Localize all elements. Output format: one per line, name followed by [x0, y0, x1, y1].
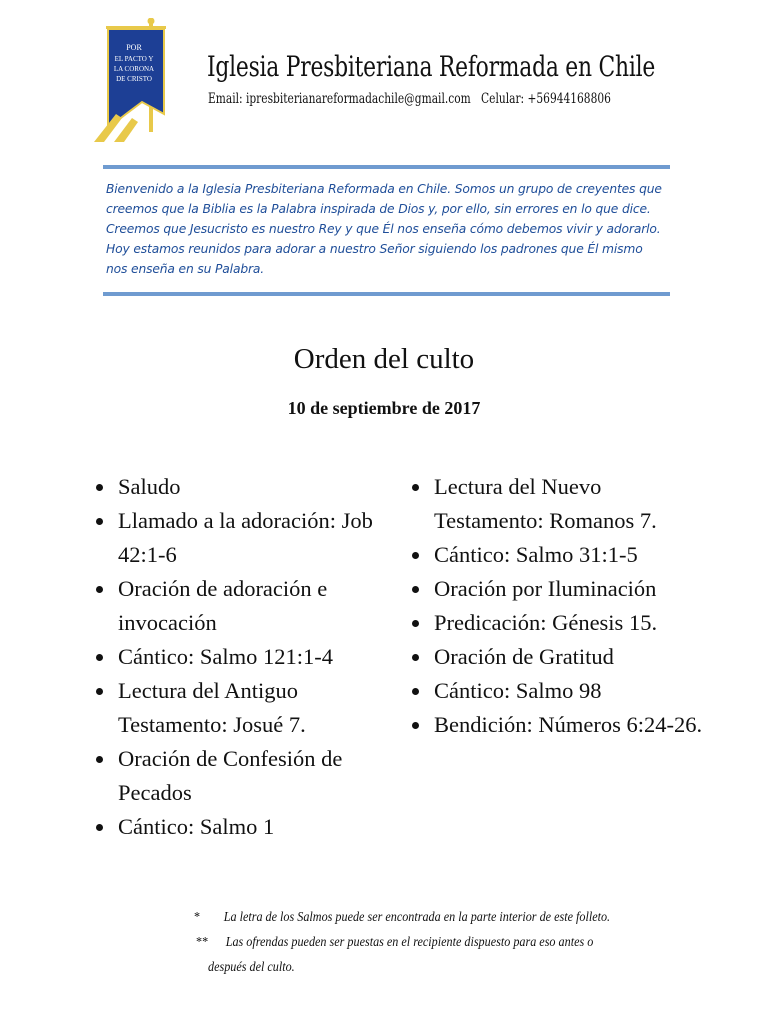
logo-line-4: DE CRISTO — [116, 75, 152, 83]
list-item: Oración de Gratitud — [412, 640, 712, 674]
list-item: Oración de Confesión de Pecados — [96, 742, 386, 810]
order-title: Orden del culto — [293, 343, 475, 375]
contact-email: Email: ipresbiterianareformadachile@gmail.com — [208, 91, 471, 107]
list-item: Lectura del Nuevo Testamento: Romanos 7. — [412, 470, 712, 538]
divider-top — [103, 165, 670, 169]
list-item: Oración de adoración e invocación — [96, 572, 386, 640]
church-title: Iglesia Presbiteriana Reformada en Chile — [207, 50, 656, 83]
list-item: Cántico: Salmo 98 — [412, 674, 712, 708]
footnote-text: Las ofrendas pueden ser puestas en el recipiente dispuesto para eso antes o — [225, 934, 594, 949]
logo-line-3: LA CORONA — [113, 65, 155, 73]
list-item: Saludo — [96, 470, 386, 504]
church-logo — [86, 18, 184, 142]
footnote-psalms — [194, 909, 610, 925]
logo-line-1: POR — [126, 43, 142, 52]
order-list-right — [412, 470, 712, 742]
order-list-left — [96, 470, 386, 844]
order-date: 10 de septiembre de 2017 — [287, 398, 481, 418]
footnote-offerings — [196, 934, 593, 950]
divider-bottom — [103, 292, 670, 296]
welcome-text: Bienvenido a la Iglesia Presbiteriana Reformada en Chile. Somos un grupo de creyentes que creemos que la Biblia es la Palabra inspirada de Dios y, por ello, sin errores en lo que dice. Creemos que Jesucristo es nuestro Rey y que Él nos enseña cómo debemos vivir y adorarlo. Hoy estamos reunidos para adorar a nuestro Señor siguiendo los padrones que Él mismo nos enseña en su Palabra. — [106, 182, 662, 276]
footnote-mark: * — [194, 909, 201, 924]
list-item: Bendición: Números 6:24-26. — [412, 708, 712, 742]
list-item: Oración por Iluminación — [412, 572, 712, 606]
contact-phone: Celular: +56944168806 — [481, 91, 611, 107]
list-item: Cántico: Salmo 1 — [96, 810, 386, 844]
list-item: Llamado a la adoración: Job 42:1-6 — [96, 504, 386, 572]
list-item: Lectura del Antiguo Testamento: Josué 7. — [96, 674, 386, 742]
list-item: Cántico: Salmo 31:1-5 — [412, 538, 712, 572]
footnote-mark: ** — [196, 934, 209, 949]
list-item: Cántico: Salmo 121:1-4 — [96, 640, 386, 674]
logo-line-2: EL PACTO Y — [114, 55, 154, 63]
footnote-offerings-cont: después del culto. — [208, 959, 295, 974]
list-item: Predicación: Génesis 15. — [412, 606, 712, 640]
footnote-text: La letra de los Salmos puede ser encontrada en la parte interior de este folleto. — [223, 909, 611, 924]
